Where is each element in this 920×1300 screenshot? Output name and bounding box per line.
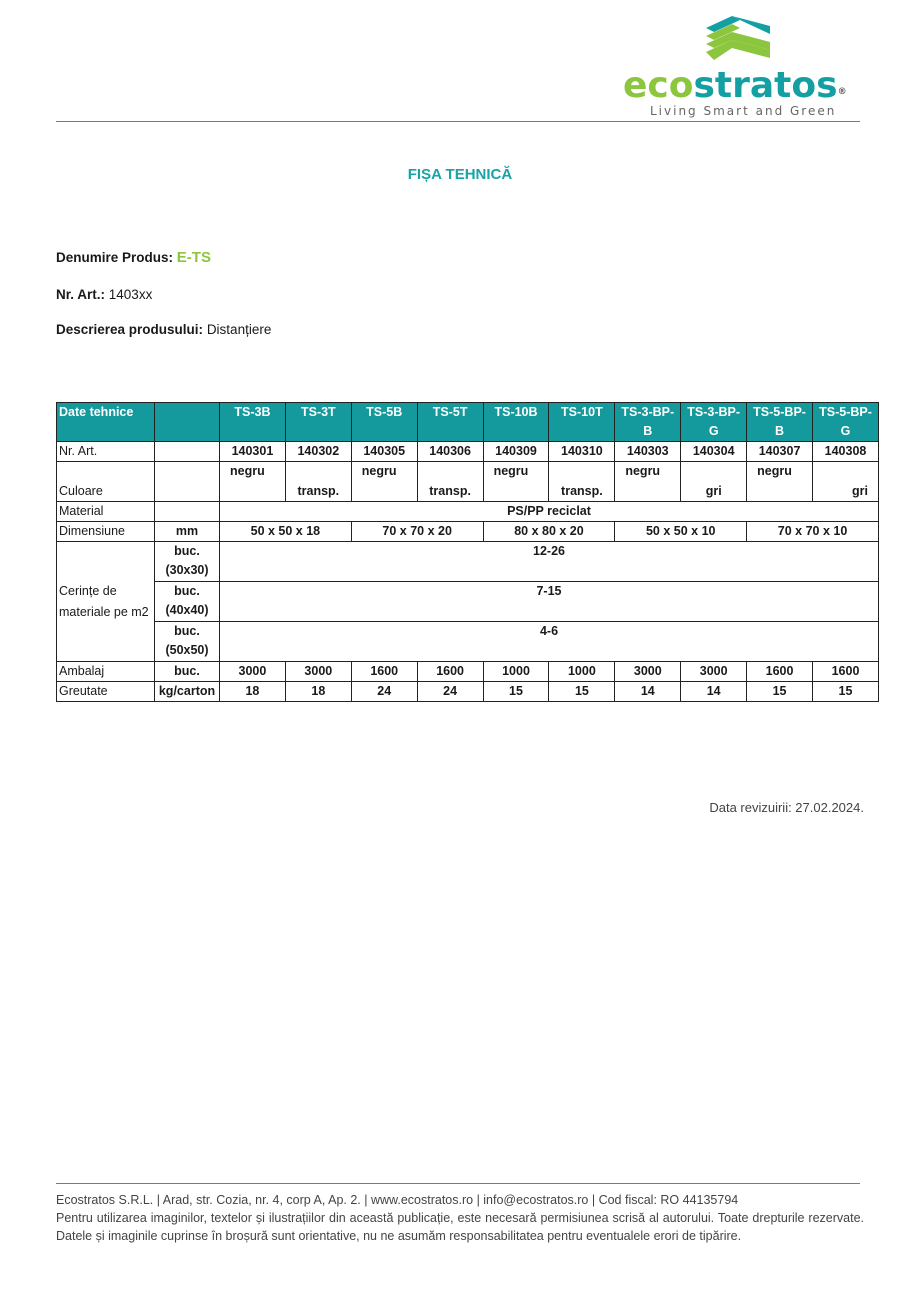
row-label: Cerințe de materiale pe m2	[57, 542, 155, 662]
art-cell: 140310	[549, 442, 615, 462]
weight-cell: 15	[549, 682, 615, 702]
packaging-cell: 3000	[681, 662, 747, 682]
packaging-cell: 3000	[285, 662, 351, 682]
product-description-label: Descrierea produsului:	[56, 322, 204, 337]
logo-wordmark: ecostratos®	[623, 65, 847, 106]
requirement-cell: 4-6	[220, 622, 879, 662]
table-row-color	[57, 462, 879, 502]
model-cell: TS-5-BP-B	[747, 403, 813, 442]
weight-cell: 15	[747, 682, 813, 702]
technical-data-table	[56, 402, 879, 702]
footer-divider	[56, 1183, 860, 1184]
row-label: Material	[57, 502, 155, 522]
art-cell: 140307	[747, 442, 813, 462]
packaging-cell: 1600	[813, 662, 879, 682]
product-name-label: Denumire Produs:	[56, 250, 174, 265]
packaging-cell: 1000	[483, 662, 549, 682]
footer	[56, 1191, 864, 1245]
page-title: FIȘA TEHNICĂ	[407, 166, 513, 183]
unit-cell: mm	[155, 522, 220, 542]
unit-cell	[155, 502, 220, 522]
color-cell: negru	[220, 462, 286, 502]
revision-date: Data revizuirii: 27.02.2024.	[709, 800, 864, 815]
packaging-cell: 1000	[549, 662, 615, 682]
row-label: Nr. Art.	[57, 442, 155, 462]
packaging-cell: 1600	[747, 662, 813, 682]
requirement-cell: 7-15	[220, 582, 879, 622]
logo-tagline: Living Smart and Green	[650, 104, 837, 118]
product-description-value: Distanțiere	[206, 322, 272, 337]
product-art-value: 1403xx	[108, 287, 153, 302]
logo-stripes-icon	[702, 14, 774, 66]
unit-cell	[155, 442, 220, 462]
row-label: Ambalaj	[57, 662, 155, 682]
model-cell: TS-5-BP-G	[813, 403, 879, 442]
table-header-label: Date tehnice	[57, 403, 155, 442]
table-row-weight	[57, 682, 879, 702]
unit-cell	[155, 462, 220, 502]
weight-cell: 15	[483, 682, 549, 702]
row-label: Dimensiune	[57, 522, 155, 542]
dimension-cell: 50 x 50 x 18	[220, 522, 352, 542]
table-row-material	[57, 502, 879, 522]
product-description-field	[56, 322, 271, 337]
table-row-requirement	[57, 582, 879, 622]
footer-copyright-notice: Pentru utilizarea imaginilor, textelor și ilustrațiilor din această publicație, este necesară permisiunea scrisă al autorului. Toate drepturile rezervate. Datele și imaginile cuprinse în broșură sunt orientative, nu ne asumăm responsabilitatea pentru eventualele erori de tipărire.	[56, 1211, 864, 1243]
unit-cell: buc. (30x30)	[155, 542, 220, 582]
material-cell: PS/PP reciclat	[220, 502, 879, 522]
packaging-cell: 3000	[615, 662, 681, 682]
weight-cell: 18	[220, 682, 286, 702]
color-cell: gri	[813, 462, 879, 502]
dimension-cell: 50 x 50 x 10	[615, 522, 747, 542]
unit-cell: kg/carton	[155, 682, 220, 702]
product-art-field	[56, 287, 152, 302]
art-cell: 140304	[681, 442, 747, 462]
weight-cell: 18	[285, 682, 351, 702]
model-cell: TS-5T	[417, 403, 483, 442]
table-header-row	[57, 403, 879, 442]
model-cell: TS-3-BP-B	[615, 403, 681, 442]
model-cell: TS-10B	[483, 403, 549, 442]
packaging-cell: 1600	[351, 662, 417, 682]
table-header-blank	[155, 403, 220, 442]
unit-cell: buc. (40x40)	[155, 582, 220, 622]
weight-cell: 15	[813, 682, 879, 702]
color-cell: negru	[747, 462, 813, 502]
color-cell: transp.	[285, 462, 351, 502]
model-cell: TS-10T	[549, 403, 615, 442]
color-cell: negru	[483, 462, 549, 502]
company-logo	[620, 12, 865, 122]
packaging-cell: 3000	[220, 662, 286, 682]
weight-cell: 24	[351, 682, 417, 702]
weight-cell: 14	[681, 682, 747, 702]
unit-cell: buc. (50x50)	[155, 622, 220, 662]
header-divider	[56, 121, 860, 122]
weight-cell: 24	[417, 682, 483, 702]
requirement-cell: 12-26	[220, 542, 879, 582]
art-cell: 140306	[417, 442, 483, 462]
art-cell: 140308	[813, 442, 879, 462]
art-cell: 140303	[615, 442, 681, 462]
weight-cell: 14	[615, 682, 681, 702]
dimension-cell: 80 x 80 x 20	[483, 522, 615, 542]
model-cell: TS-5B	[351, 403, 417, 442]
row-label: Greutate	[57, 682, 155, 702]
table-row-dimension	[57, 522, 879, 542]
unit-cell: buc.	[155, 662, 220, 682]
product-art-label: Nr. Art.:	[56, 287, 106, 302]
row-label: Culoare	[57, 462, 155, 502]
color-cell: transp.	[417, 462, 483, 502]
table-row-requirement	[57, 542, 879, 582]
model-cell: TS-3T	[285, 403, 351, 442]
color-cell: transp.	[549, 462, 615, 502]
dimension-cell: 70 x 70 x 20	[351, 522, 483, 542]
art-cell: 140302	[285, 442, 351, 462]
color-cell: gri	[681, 462, 747, 502]
product-name-value: E-TS	[176, 249, 211, 266]
product-name-field	[56, 249, 211, 266]
art-cell: 140305	[351, 442, 417, 462]
art-cell: 140301	[220, 442, 286, 462]
color-cell: negru	[351, 462, 417, 502]
table-row-art	[57, 442, 879, 462]
table-row-requirement	[57, 622, 879, 662]
art-cell: 140309	[483, 442, 549, 462]
table-row-packaging	[57, 662, 879, 682]
model-cell: TS-3B	[220, 403, 286, 442]
model-cell: TS-3-BP-G	[681, 403, 747, 442]
dimension-cell: 70 x 70 x 10	[747, 522, 879, 542]
packaging-cell: 1600	[417, 662, 483, 682]
color-cell: negru	[615, 462, 681, 502]
footer-company-info: Ecostratos S.R.L. | Arad, str. Cozia, nr. 4, corp A, Ap. 2. | www.ecostratos.ro | info@ecostratos.ro | Cod fiscal: RO 44135794	[56, 1193, 739, 1207]
